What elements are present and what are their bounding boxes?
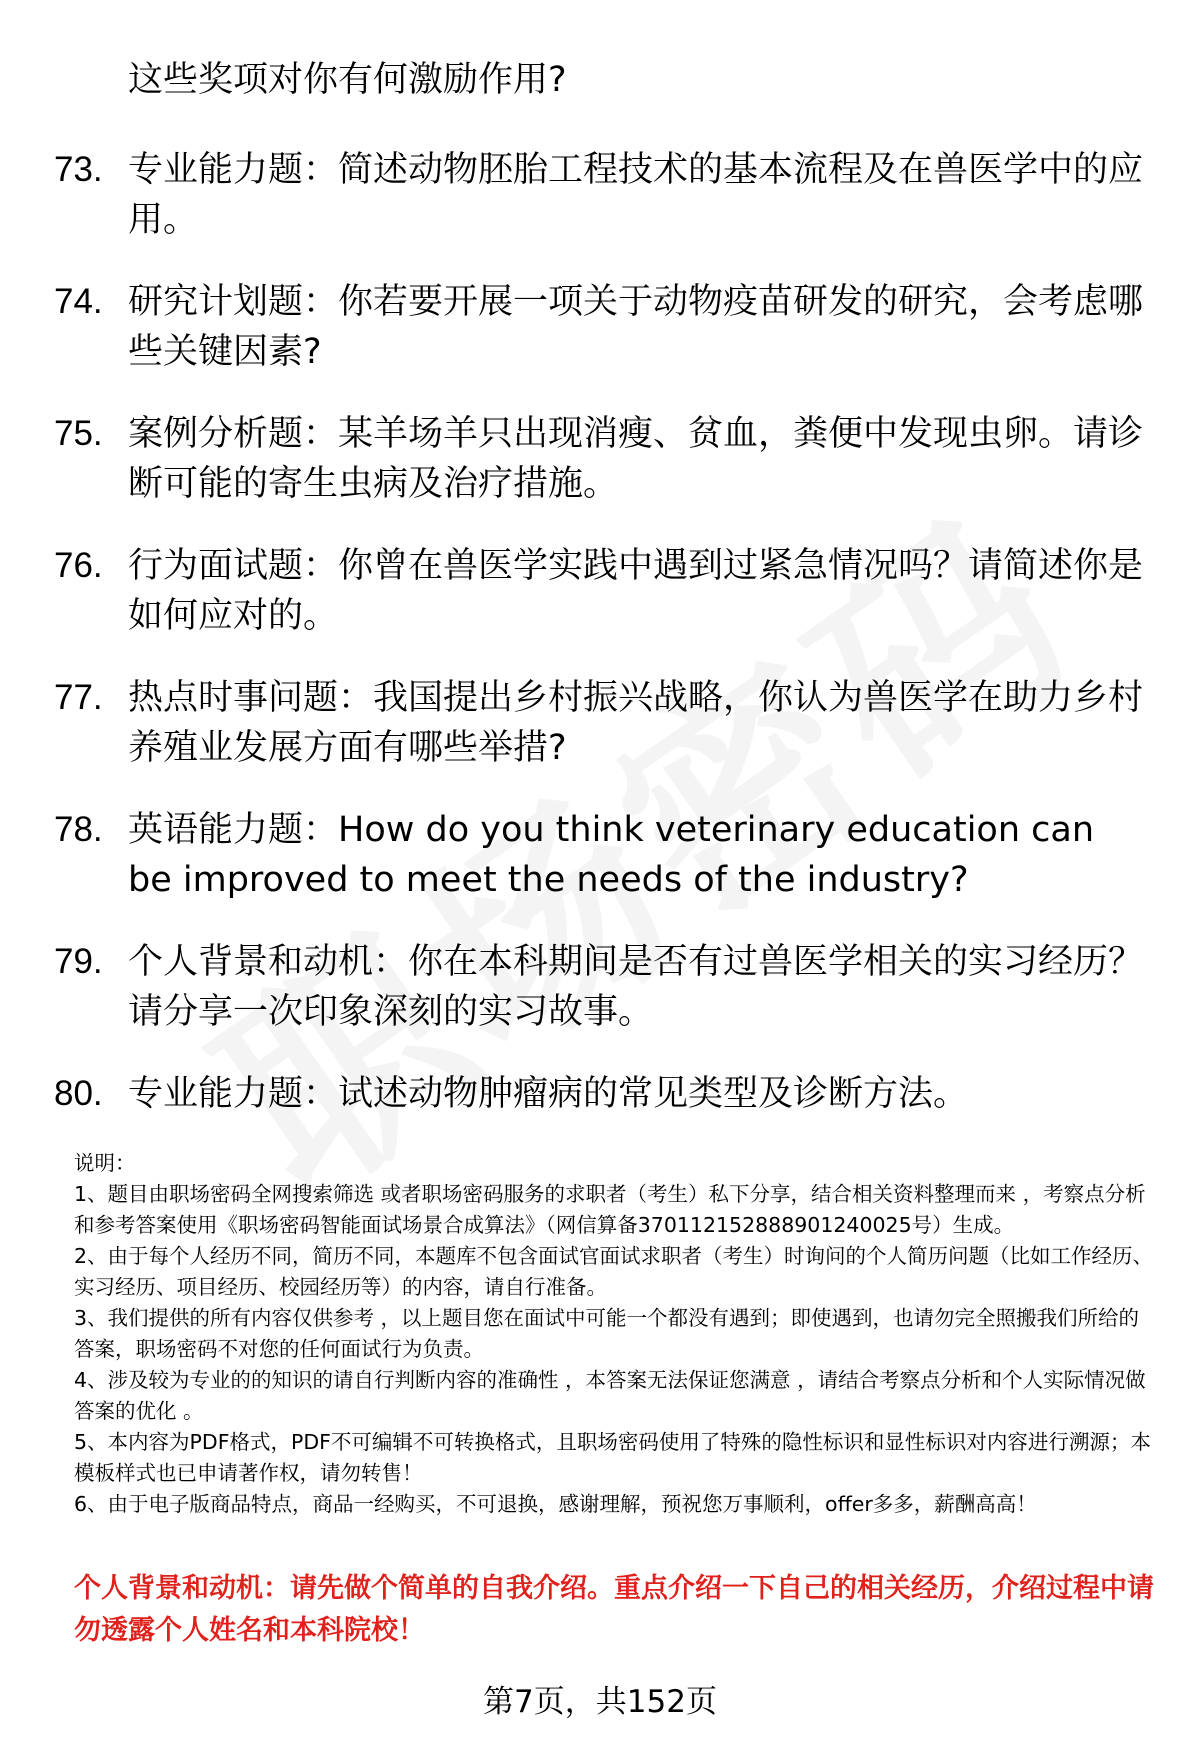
question-continuation: 这些奖项对你有何激励作用? <box>128 60 567 100</box>
question-text: 个人背景和动机：你在本科期间是否有过兽医学相关的实习经历？请分享一次印象深刻的实习故事。 <box>128 942 1144 1032</box>
highlight-question: 个人背景和动机：请先做个简单的自我介绍。重点介绍一下自己的相关经历，介绍过程中请勿透露个人姓名和本科院校！ <box>74 1573 1154 1646</box>
notes-title: 说明： <box>74 1151 136 1175</box>
question-text: 专业能力题：简述动物胚胎工程技术的基本流程及在兽医学中的应用。 <box>128 150 1144 240</box>
question-text: 研究计划题：你若要开展一项关于动物疫苗研发的研究，会考虑哪些关键因素? <box>128 282 1144 372</box>
question-list <box>0 145 1200 1201</box>
question-number: 75. <box>54 414 103 453</box>
page-number: 第7页，共152页 <box>483 1684 717 1720</box>
note-item: 1、题目由职场密码全网搜索筛选 或者职场密码服务的求职者（考生）私下分享，结合相关资料整理而来 ，考察点分析和参考答案使用《职场密码智能面试场景合成算法》（网信算备370112152888901240025号）生成。 <box>74 1182 1146 1237</box>
question-text: 热点时事问题：我国提出乡村振兴战略，你认为兽医学在助力乡村养殖业发展方面有哪些举措? <box>128 678 1144 768</box>
question-number: 78. <box>54 810 103 849</box>
question-text: 案例分析题：某羊场羊只出现消瘦、贫血，粪便中发现虫卵。请诊断可能的寄生虫病及治疗措施。 <box>128 414 1144 504</box>
notes-section <box>74 1148 1154 1520</box>
question-item <box>0 409 1200 541</box>
question-item <box>0 673 1200 805</box>
question-number: 77. <box>54 678 103 717</box>
question-item <box>0 805 1200 937</box>
question-text: 行为面试题：你曾在兽医学实践中遇到过紧急情况吗？请简述你是如何应对的。 <box>128 546 1144 636</box>
question-text: 专业能力题：试述动物肿瘤病的常见类型及诊断方法。 <box>128 1074 969 1114</box>
question-number: 74. <box>54 282 103 321</box>
question-number: 73. <box>54 150 103 189</box>
question-number: 80. <box>54 1074 103 1113</box>
question-item <box>0 145 1200 277</box>
question-item <box>0 277 1200 409</box>
note-item: 5、本内容为PDF格式，PDF不可编辑不可转换格式，且职场密码使用了特殊的隐性标识和显性标识对内容进行溯源；本模板样式也已申请著作权，请勿转售！ <box>74 1430 1151 1485</box>
question-number: 76. <box>54 546 103 585</box>
question-number: 79. <box>54 942 103 981</box>
question-text: 英语能力题：How do you think veterinary education can be improved to meet the needs of the industry? <box>128 810 1095 900</box>
question-item <box>0 541 1200 673</box>
note-item: 2、由于每个人经历不同，简历不同，本题库不包含面试官面试求职者（考生）时询问的个人简历问题（比如工作经历、实习经历、项目经历、校园经历等）的内容，请自行准备。 <box>74 1244 1154 1299</box>
note-item: 3、我们提供的所有内容仅供参考 ，以上题目您在面试中可能一个都没有遇到；即使遇到，也请勿完全照搬我们所给的答案，职场密码不对您的任何面试行为负责。 <box>74 1306 1140 1361</box>
note-item: 6、由于电子版商品特点，商品一经购买，不可退换，感谢理解，预祝您万事顺利，offer多多，薪酬高高！ <box>74 1492 1037 1516</box>
note-item: 4、涉及较为专业的的知识的请自行判断内容的准确性 ，本答案无法保证您满意 ，请结合考察点分析和个人实际情况做答案的优化 。 <box>74 1368 1146 1423</box>
question-item <box>0 937 1200 1069</box>
